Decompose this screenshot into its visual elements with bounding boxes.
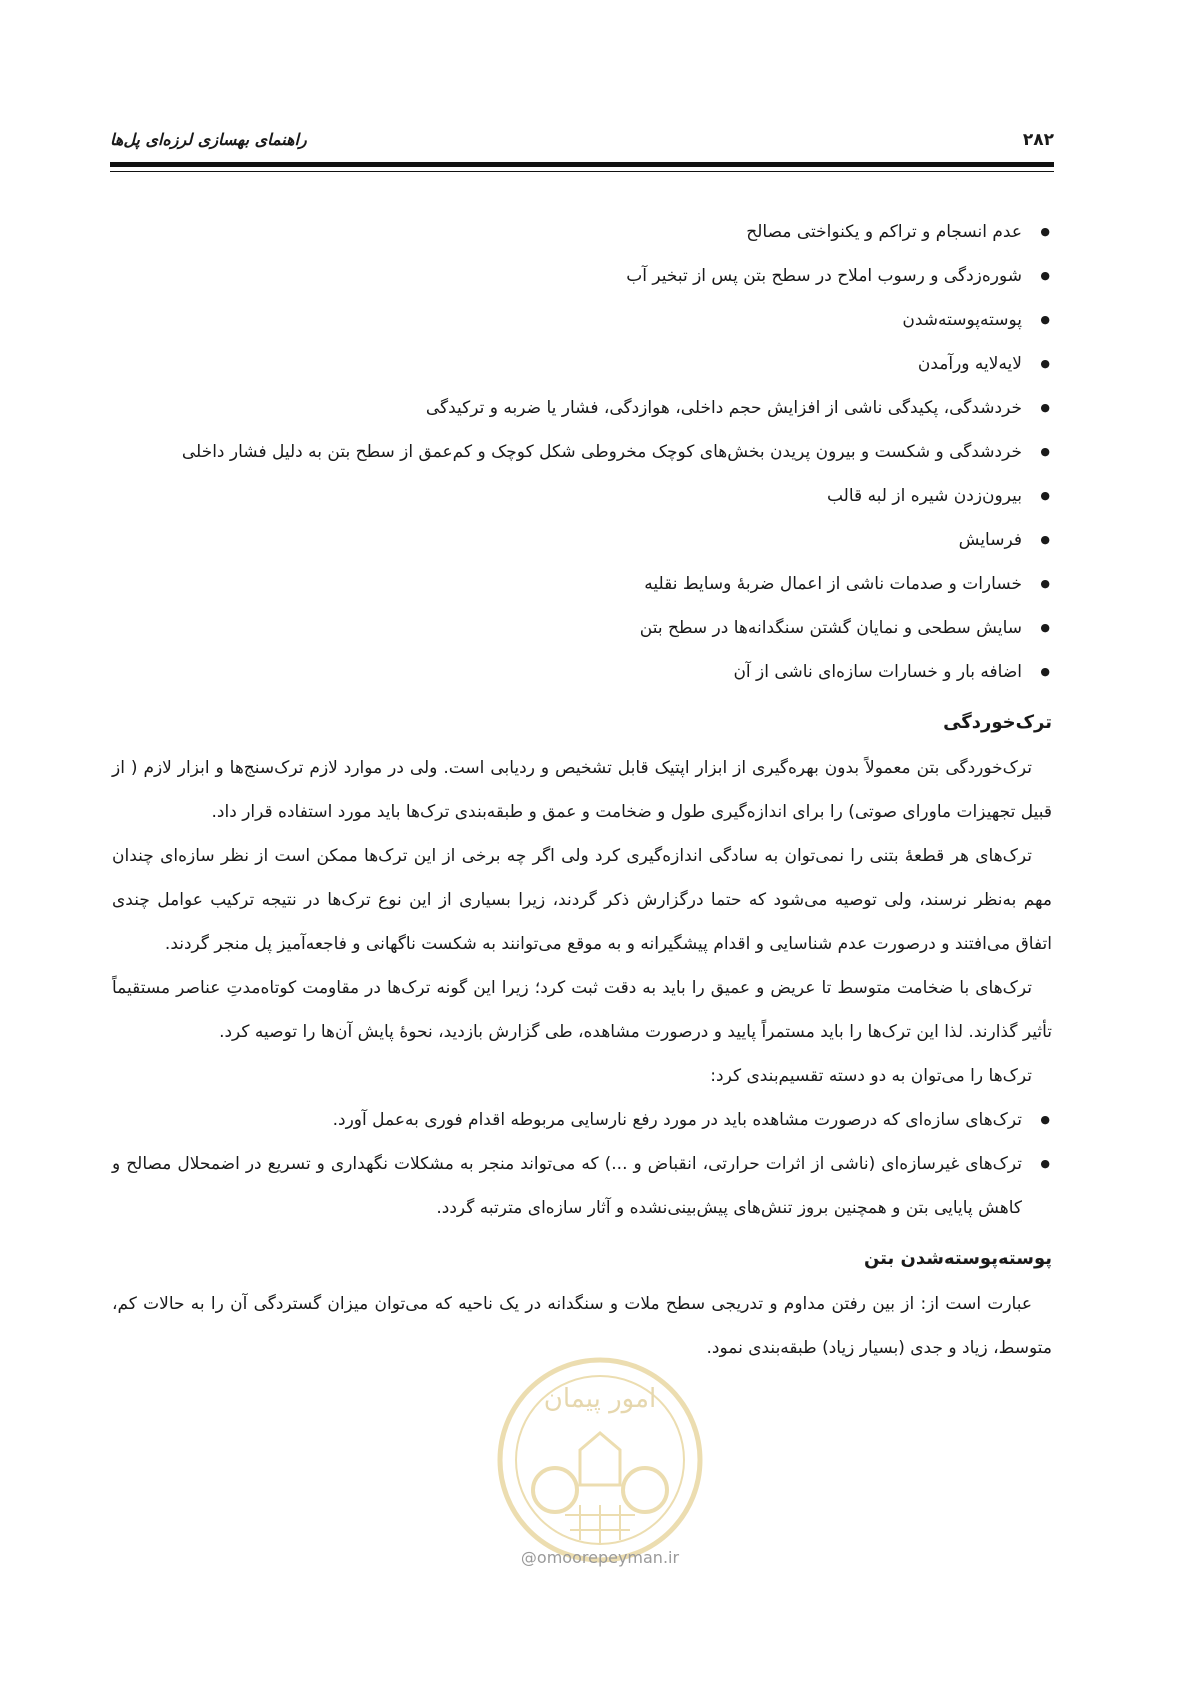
watermark-seal-icon — [495, 1355, 705, 1565]
list-item: ● عدم انسجام و تراکم و یکنواختی مصالح — [112, 210, 1022, 254]
paragraph: ترک‌ها را می‌توان به دو دسته تقسیم‌بندی کرد: — [710, 1066, 1032, 1086]
list-item: ● سایش سطحی و نمایان گشتن سنگدانه‌ها در سطح بتن — [112, 606, 1022, 650]
list-item: ● فرسایش — [112, 518, 1022, 562]
list-item: ● خسارات و صدمات ناشی از اعمال ضربهٔ وسایط نقلیه — [112, 562, 1022, 606]
running-title: راهنمای بهسازی لرزه‌ای پل‌ها — [110, 130, 307, 149]
crack-types-list — [112, 1098, 1052, 1230]
header-rule-thin — [110, 171, 1054, 172]
list-item: ● خردشدگی و شکست و بیرون پریدن بخش‌های کوچک مخروطی شکل کوچک و کم‌عمق از سطح بتن به دلیل فشار داخلی — [112, 430, 1022, 474]
page-number: ۲۸۲ — [1022, 130, 1054, 150]
list-item: ● ترک‌های غیرسازه‌ای (ناشی از اثرات حرارتی، انقباض و ...) که می‌تواند منجر به مشکلات نگهداری و تسریع در اضمحلال مصالح و کاهش پایایی بتن و همچنین بروز تنش‌های پیش‌بینی‌نشده و آثار سازه‌ای مترتبه گردد. — [112, 1142, 1022, 1230]
page-header — [110, 130, 1054, 162]
list-item: ● پوسته‌پوسته‌شدن — [112, 298, 1022, 342]
section-heading-cracking: ترک‌خوردگی — [943, 712, 1052, 733]
main-content — [112, 210, 1052, 1370]
list-item: ● شوره‌زدگی و رسوب املاح در سطح بتن پس از تبخیر آب — [112, 254, 1022, 298]
list-item: ● ترک‌های سازه‌ای که درصورت مشاهده باید در مورد رفع نارسایی مربوطه اقدام فوری به‌عمل آورد. — [112, 1098, 1022, 1142]
section-heading-scaling: پوسته‌پوسته‌شدن بتن — [863, 1248, 1052, 1269]
paragraph: ترک‌های با ضخامت متوسط تا عریض و عمیق را باید به دقت ثبت کرد؛ زیرا این گونه ترک‌ها در مقاومت کوتاه‌مدتِ عناصر مستقیماً تأثیر گذارند. لذا این ترک‌ها را باید مستمراً پایید و درصورت مشاهده، طی گزارش بازدید، نحوهٔ پایش آن‌ها را توصیه کرد. — [112, 978, 1052, 1042]
watermark-url: @omoorepeyman.ir — [520, 1548, 680, 1567]
header-rule-thick — [110, 162, 1054, 167]
list-item: ● اضافه بار و خسارات سازه‌ای ناشی از آن — [112, 650, 1022, 694]
svg-text:امور پیمان: امور پیمان — [543, 1384, 657, 1414]
defects-list — [112, 210, 1052, 694]
list-item: ● لایه‌لایه ورآمدن — [112, 342, 1022, 386]
paragraph: ترک‌خوردگی بتن معمولاً بدون بهره‌گیری از ابزار اپتیک قابل تشخیص و ردیابی است. ولی در موارد لازم ترک‌سنج‌ها و ابزار لازم ( از قبیل تجهیزات ماورای صوتی) را برای اندازه‌گیری طول و ضخامت و عمق و طبقه‌بندی ترک‌ها باید مورد استفاده قرار داد. — [112, 758, 1052, 822]
list-item: ● خردشدگی، پکیدگی ناشی از افزایش حجم داخلی، هوازدگی، فشار یا ضربه و ترکیدگی — [112, 386, 1022, 430]
list-item: ● بیرون‌زدن شیره از لبه قالب — [112, 474, 1022, 518]
paragraph: عبارت است از: از بین رفتن مداوم و تدریجی سطح ملات و سنگدانه در یک ناحیه که می‌توان میزان گستردگی آن را به حالات کم، متوسط، زیاد و جدی (بسیار زیاد) طبقه‌بندی نمود. — [112, 1294, 1052, 1358]
paragraph: ترک‌های هر قطعهٔ بتنی را نمی‌توان به سادگی اندازه‌گیری کرد ولی اگر چه برخی از این ترک‌ها ممکن است از نظر سازه‌ای چندان مهم به‌نظر نرسند، ولی توصیه می‌شود که حتما درگزارش ذکر گردند، زیرا بسیاری از این نوع ترک‌ها در نتیجه ترکیب عوامل چندی اتفاق می‌افتند و درصورت عدم شناسایی و اقدام پیشگیرانه و به موقع می‌توانند به شکست ناگهانی و فاجعه‌آمیز پل منجر گردند. — [112, 846, 1052, 954]
